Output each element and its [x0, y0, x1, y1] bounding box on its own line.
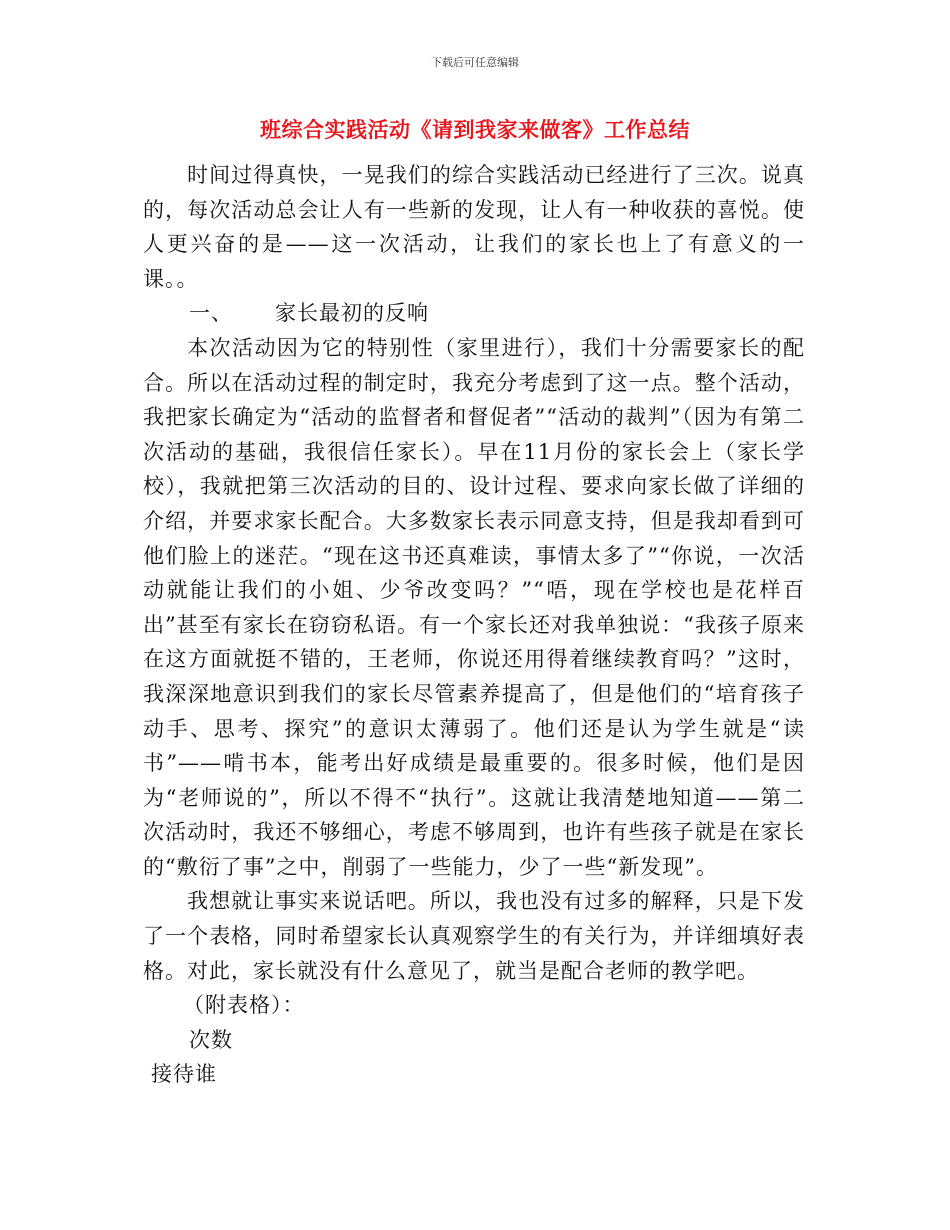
- attachment-label: （附表格）：: [183, 993, 305, 1018]
- document-title: 班综合实践活动《请到我家来做客》工作总结: [260, 118, 690, 142]
- section-heading: [143, 296, 805, 331]
- table-header-count: 次数: [189, 1027, 233, 1052]
- paragraph-facts: 我想就让事实来说话吧。所以，我也没有过多的解释，只是下发了一个表格，同时希望家长认真观察学生的有关行为，并详细填好表格。对此，家长就没有什么意见了，就当是配合老师的教学吧。: [143, 889, 805, 983]
- paragraph-parents-reaction: 本次活动因为它的特别性（家里进行），我们十分需要家长的配合。所以在活动过程的制定时，我充分考虑到了这一点。整个活动，我把家长确定为“活动的监督者和督促者”“活动的裁判”（因为有第二次活动的基础，我很信任家长）。早在11月份的家长会上（家长学校），我就把第三次活动的目的、设计过程、要求向家长做了详细的介绍，并要求家长配合。大多数家长表示同意支持，但是我却看到可他们脸上的迷茫。“现在这书还真难读，事情太多了”“你说，一次活动就能让我们的小姐、少爷改变吗？”“唔，现在学校也是花样百出”甚至有家长在窃窃私语。有一个家长还对我单独说：“我孩子原来在这方面就挺不错的，王老师，你说还用得着继续教育吗？”这时，我深深地意识到我们的家长尽管素养提高了，但是他们的“培育孩子动手、思考、探究”的意识太薄弱了。他们还是认为学生就是“读书”——啃书本，能考出好成绩是最重要的。很多时候，他们是因为“老师说的”，所以不得不“执行”。这就让我清楚地知道——第二次活动时，我还不够细心，考虑不够周到，也许有些孩子就是在家长的“敷衍了事”之中，削弱了一些能力，少了一些“新发现”。: [143, 335, 805, 879]
- header-note: 下载后可任意编辑: [431, 56, 519, 69]
- section-number: 一、: [189, 301, 233, 326]
- document-body: [143, 158, 805, 1092]
- section-title: 家长最初的反响: [275, 301, 429, 326]
- table-header-host: 接待谁: [151, 1062, 217, 1087]
- paragraph-intro: 时间过得真快，一晃我们的综合实践活动已经进行了三次。说真的，每次活动总会让人有一些新的发现，让人有一种收获的喜悦。使人更兴奋的是——这一次活动，让我们的家长也上了有意义的一课。。: [143, 163, 805, 291]
